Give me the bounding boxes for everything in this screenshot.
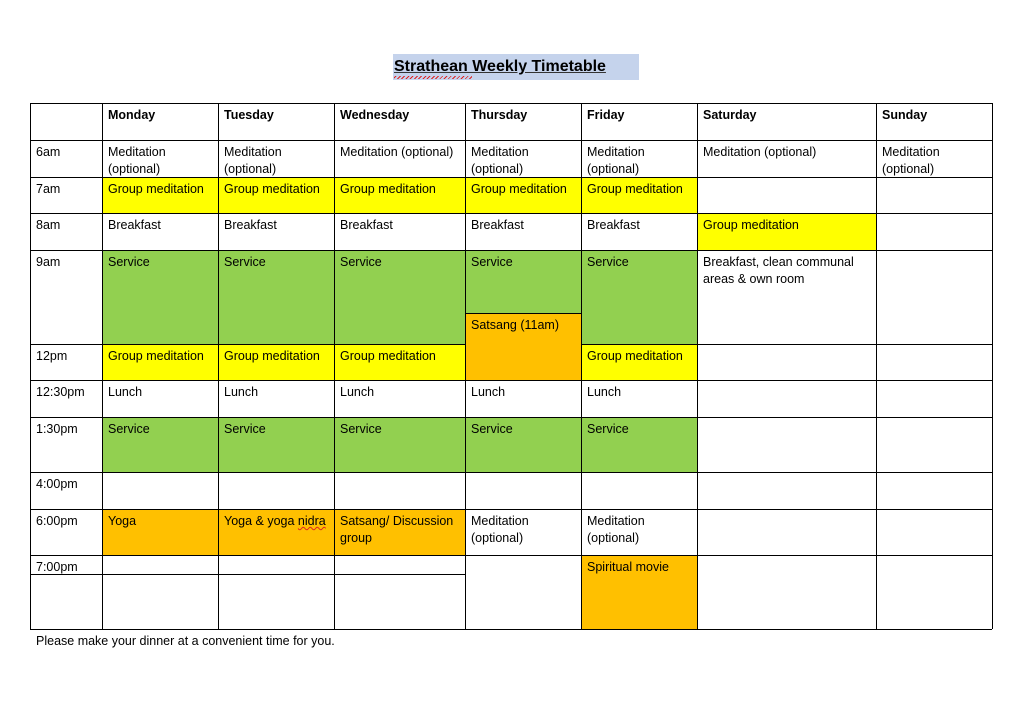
time-label-6-00pm: 6:00pm — [36, 514, 78, 528]
entry-wednesday-7am: Group meditation — [334, 177, 465, 213]
time-label-7am: 7am — [36, 182, 61, 196]
entry-monday-6am: Meditation (optional) — [108, 145, 166, 176]
entry-wednesday-8am: Breakfast — [340, 218, 393, 232]
time-label-4-00pm: 4:00pm — [36, 477, 78, 491]
entry-sunday-6am: Meditation (optional) — [882, 145, 940, 176]
day-header-wednesday: Wednesday — [340, 108, 410, 122]
entry-monday-12pm: Group meditation — [102, 344, 218, 380]
entry-thursday-7am: Group meditation — [465, 177, 581, 213]
entry-wednesday-12pm: Group meditation — [334, 344, 465, 380]
entry-saturday-6am: Meditation (optional) — [703, 145, 817, 159]
entry-tuesday-6-00pm: Yoga & yoga nidra — [218, 509, 334, 555]
entry-monday-1-30pm: Service — [102, 417, 218, 472]
entry-monday-8am: Breakfast — [108, 218, 161, 232]
entry-tuesday-9am: Service — [218, 250, 334, 344]
entry-friday-8am: Breakfast — [587, 218, 640, 232]
time-label-9am: 9am — [36, 255, 61, 269]
entry-wednesday-12-30pm: Lunch — [340, 385, 375, 399]
entry-friday-7-00pm: Spiritual movie — [581, 555, 697, 629]
entry-thursday-6am: Meditation (optional) — [471, 145, 529, 176]
entry-friday-6-00pm: Meditation (optional) — [587, 514, 645, 545]
entry-wednesday-6-00pm: Satsang/ Discussion group — [334, 509, 465, 555]
entry-friday-1-30pm: Service — [581, 417, 697, 472]
day-header-thursday: Thursday — [471, 108, 528, 122]
day-header-monday: Monday — [108, 108, 156, 122]
entry-friday-12-30pm: Lunch — [587, 385, 622, 399]
entry-thursday-8am: Breakfast — [471, 218, 524, 232]
entry-tuesday-12pm: Group meditation — [218, 344, 334, 380]
entry-tuesday-8am: Breakfast — [224, 218, 277, 232]
entry-tuesday-6am: Meditation (optional) — [224, 145, 282, 176]
entry-friday-6am: Meditation (optional) — [587, 145, 645, 176]
entry-monday-9am: Service — [102, 250, 218, 344]
time-label-12-30pm: 12:30pm — [36, 385, 85, 399]
footer-note: Please make your dinner at a convenient time for you. — [36, 634, 335, 648]
day-header-tuesday: Tuesday — [224, 108, 274, 122]
entry-wednesday-6am: Meditation (optional) — [340, 145, 454, 159]
entry-wednesday-1-30pm: Service — [334, 417, 465, 472]
entry-friday-12pm: Group meditation — [581, 344, 697, 380]
entry-monday-7am: Group meditation — [102, 177, 218, 213]
entry-saturday-9am: Breakfast, clean communal areas & own room — [703, 255, 854, 286]
spellcheck-word: nidra — [297, 514, 326, 528]
time-label-1-30pm: 1:30pm — [36, 422, 78, 436]
entry-friday-7am: Group meditation — [581, 177, 697, 213]
entry-monday-6-00pm: Yoga — [102, 509, 218, 555]
entry-friday-9am: Service — [581, 250, 697, 344]
entry-monday-12-30pm: Lunch — [108, 385, 143, 399]
time-label-7-00pm: 7:00pm — [36, 560, 78, 574]
entry-thursday-9am: Service — [465, 250, 581, 313]
time-label-8am: 8am — [36, 218, 61, 232]
entry-saturday-8am: Group meditation — [697, 213, 876, 250]
entry-wednesday-9am: Service — [334, 250, 465, 344]
time-label-12pm: 12pm — [36, 349, 68, 363]
entry-thursday-6-00pm: Meditation (optional) — [471, 514, 529, 545]
entry-tuesday-12-30pm: Lunch — [224, 385, 259, 399]
day-header-friday: Friday — [587, 108, 625, 122]
time-label-6am: 6am — [36, 145, 61, 159]
entry-tuesday-1-30pm: Service — [218, 417, 334, 472]
entry-thursday-11am: Satsang (11am) — [465, 313, 581, 380]
day-header-sunday: Sunday — [882, 108, 928, 122]
day-header-saturday: Saturday — [703, 108, 757, 122]
entry-tuesday-7am: Group meditation — [218, 177, 334, 213]
entry-thursday-12-30pm: Lunch — [471, 385, 506, 399]
entry-thursday-1-30pm: Service — [465, 417, 581, 472]
title-text: Strathean Weekly Timetable — [394, 58, 606, 75]
